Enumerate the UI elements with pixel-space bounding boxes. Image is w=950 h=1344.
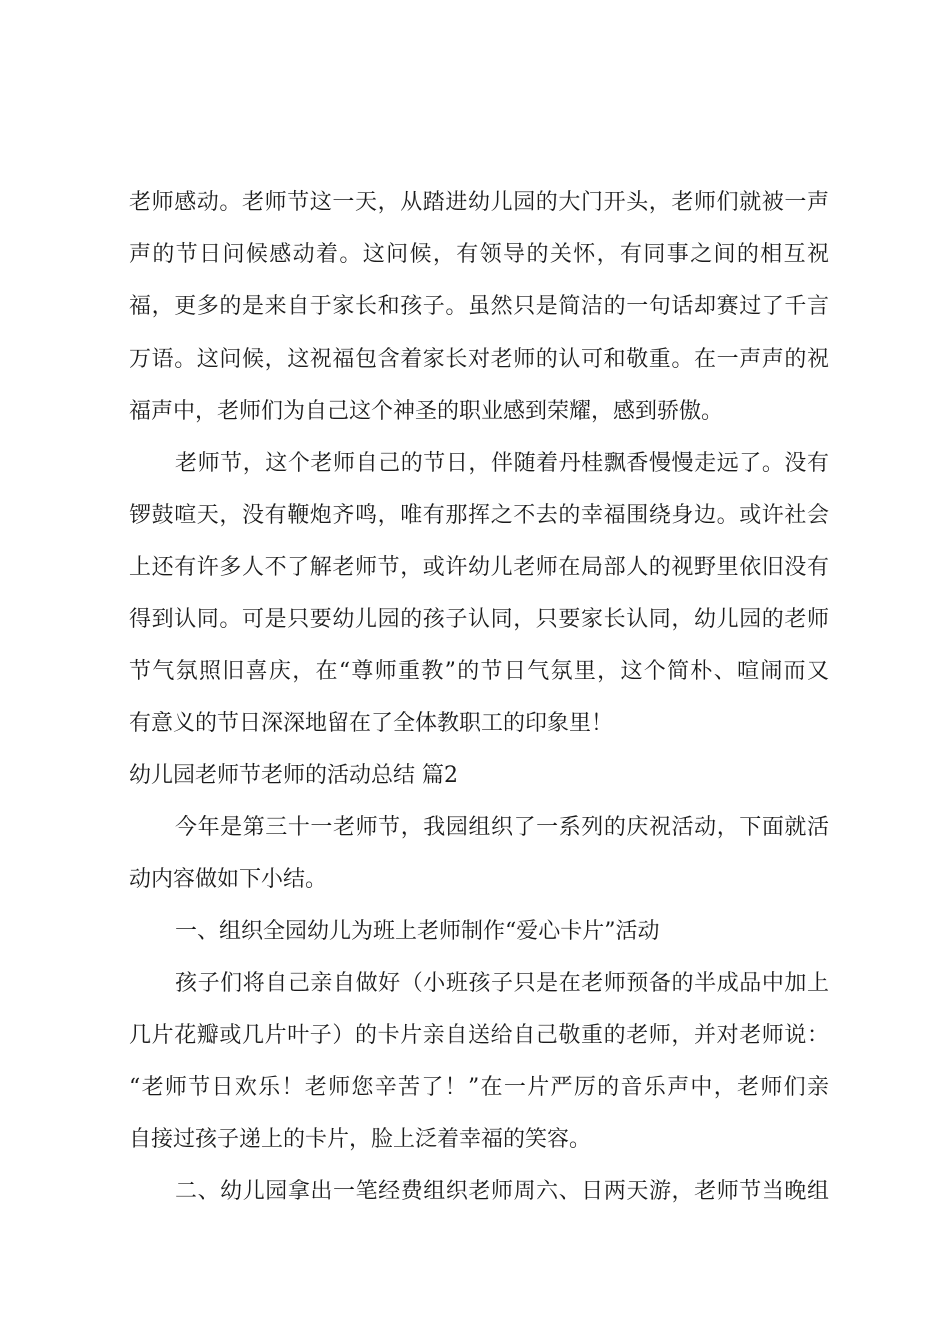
text-line: 几片花瓣或几片叶子）的卡片亲自送给自己敬重的老师，并对老师说： [129,1023,829,1048]
paragraph-first-line: 老师节，这个老师自己的节日，伴随着丹桂飘香慢慢走远了。没有 [175,451,829,476]
text-line: 得到认同。可是只要幼儿园的孩子认同，只要家长认同，幼儿园的老师 [129,607,829,632]
list-item-heading: 二、幼儿园拿出一笔经费组织老师周六、日两天游，老师节当晚组 [175,1179,829,1204]
paragraph-first-line: 孩子们将自己亲自做好（小班孩子只是在老师预备的半成品中加上 [175,971,829,996]
text-line: 老师感动。老师节这一天，从踏进幼儿园的大门开头，老师们就被一声 [129,190,829,215]
text-line: 动内容做如下小结。 [129,867,328,892]
section-heading: 幼儿园老师节老师的活动总结 篇2 [129,763,458,788]
paragraph-first-line: 今年是第三十一老师节，我园组织了一系列的庆祝活动，下面就活 [175,815,829,840]
text-line: 自接过孩子递上的卡片，脸上泛着幸福的笑容。 [129,1127,592,1152]
text-line: 万语。这问候，这祝福包含着家长对老师的认可和敬重。在一声声的祝 [129,347,829,372]
list-item-heading: 一、组织全园幼儿为班上老师制作“爱心卡片”活动 [175,919,660,944]
text-line: 节气氛照旧喜庆，在“尊师重教”的节日气氛里，这个简朴、喧闹而又 [129,659,829,684]
text-line: 上还有许多人不了解老师节，或许幼儿老师在局部人的视野里依旧没有 [129,555,829,580]
text-line: 声的节日问候感动着。这问候，有领导的关怀，有同事之间的相互祝 [129,242,829,267]
text-line: 锣鼓喧天，没有鞭炮齐鸣，唯有那挥之不去的幸福围绕身边。或许社会 [129,503,829,528]
text-line: “老师节日欢乐！老师您辛苦了！”在一片严厉的音乐声中，老师们亲 [129,1075,829,1100]
text-line: 有意义的节日深深地留在了全体教职工的印象里！ [129,711,614,736]
text-line: 福声中，老师们为自己这个神圣的职业感到荣耀，感到骄傲。 [129,399,724,424]
text-line: 福，更多的是来自于家长和孩子。虽然只是简洁的一句话却赛过了千言 [129,294,829,319]
